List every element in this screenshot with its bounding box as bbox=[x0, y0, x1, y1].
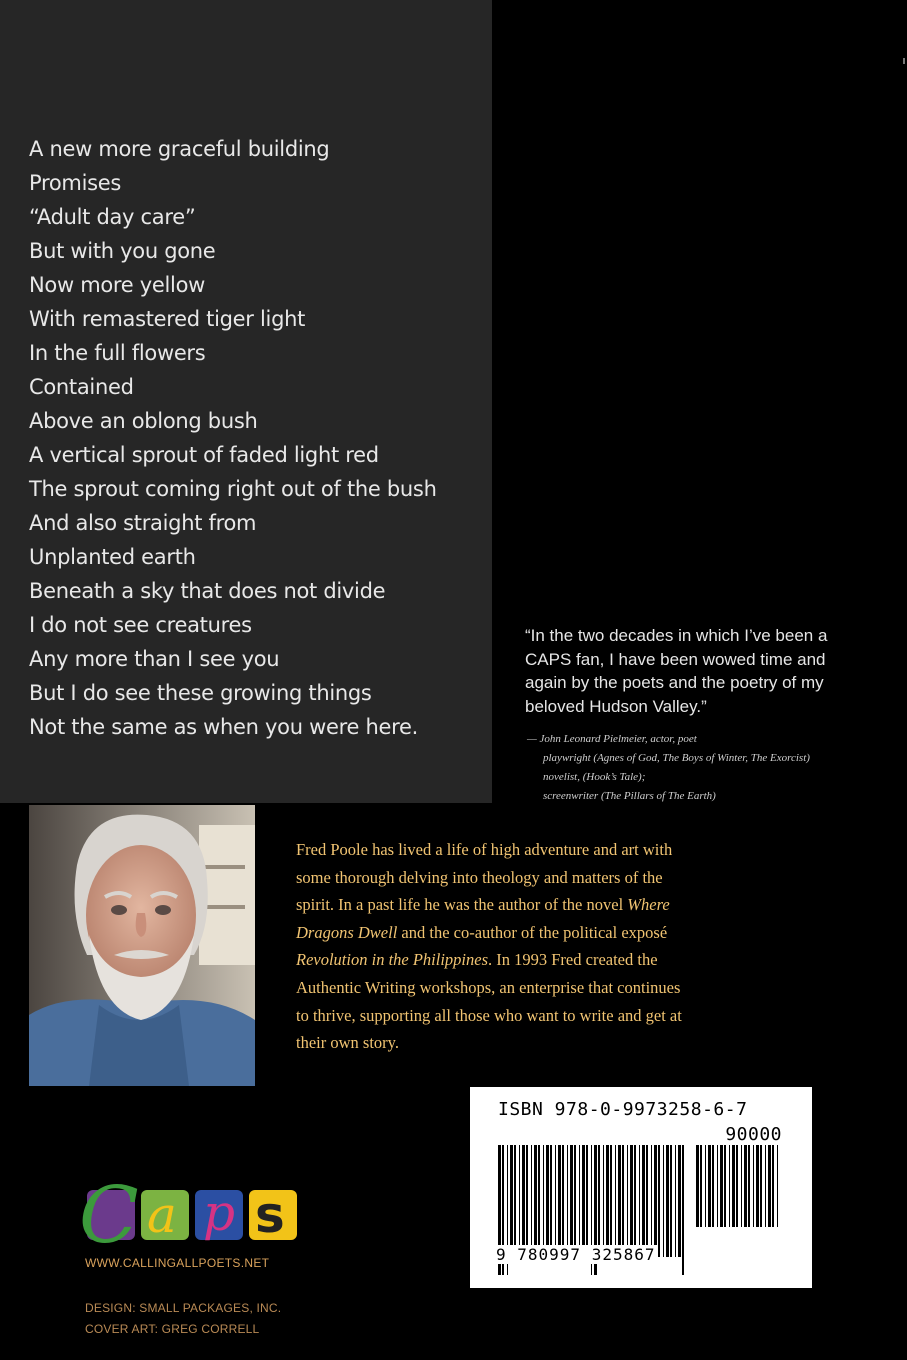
barcode-bar bbox=[582, 1145, 585, 1257]
author-photo bbox=[29, 805, 255, 1086]
barcode-bar bbox=[696, 1145, 699, 1227]
barcode-bar bbox=[634, 1145, 636, 1257]
barcode-bar bbox=[729, 1145, 730, 1227]
attribution-line: novelist, (Hook’s Tale); bbox=[543, 771, 646, 783]
blurb-quote: “In the two decades in which I’ve been a CAPS fan, I have been wowed time and again by the poets and the poetry of my beloved Hudson Valley.” bbox=[525, 626, 828, 716]
poem-panel bbox=[0, 0, 492, 803]
barcode-bar bbox=[736, 1145, 738, 1227]
barcode-bar bbox=[670, 1145, 672, 1257]
blurb-attribution bbox=[527, 730, 897, 806]
isbn-barcode bbox=[470, 1087, 812, 1288]
barcode-bar bbox=[720, 1145, 723, 1227]
barcode-bar bbox=[546, 1145, 549, 1257]
print-mark bbox=[903, 58, 905, 64]
poem-line: Any more than I see you bbox=[29, 647, 280, 671]
barcode-bar bbox=[724, 1145, 726, 1227]
barcode-bar bbox=[717, 1145, 718, 1227]
poem-line: Now more yellow bbox=[29, 273, 206, 297]
barcode-bar bbox=[744, 1145, 747, 1227]
logo-letter-p: p bbox=[203, 1184, 236, 1242]
barcode-bar bbox=[768, 1145, 771, 1227]
barcode-bar bbox=[651, 1145, 652, 1257]
logo-letter-a: a bbox=[147, 1186, 177, 1244]
poem-line: A new more graceful building bbox=[29, 137, 330, 161]
poem bbox=[29, 132, 437, 744]
barcode-bar bbox=[610, 1145, 612, 1257]
barcode-bar bbox=[526, 1145, 528, 1257]
barcode-bar bbox=[622, 1145, 624, 1257]
poem-line: A vertical sprout of faded light red bbox=[29, 443, 379, 467]
barcode-bar bbox=[675, 1145, 676, 1257]
bio-text: . In 1993 Fred created the Authentic Writing workshops, an enterprise that continues to thrive, supporting all those who want to write and get at their own story. bbox=[296, 950, 682, 1053]
barcode-bar bbox=[531, 1145, 532, 1257]
poem-line: Not the same as when you were here. bbox=[29, 715, 418, 739]
caps-logo[interactable] bbox=[75, 1172, 305, 1252]
barcode-bar bbox=[534, 1145, 537, 1257]
barcode-bar bbox=[627, 1145, 628, 1257]
poem-line: And also straight from bbox=[29, 511, 257, 535]
barcode-bar bbox=[555, 1145, 556, 1257]
logo-letter-c: C bbox=[79, 1172, 139, 1252]
barcode-bar bbox=[543, 1145, 544, 1257]
barcode-bar bbox=[666, 1145, 669, 1257]
barcode-bar bbox=[765, 1145, 766, 1227]
novel-title: Where Dragons Dwell bbox=[296, 895, 670, 942]
barcode-bar bbox=[514, 1145, 516, 1257]
barcode-bar bbox=[550, 1145, 552, 1257]
barcode-bar bbox=[603, 1145, 604, 1257]
barcode-bar bbox=[663, 1145, 664, 1257]
barcode-bar bbox=[538, 1145, 540, 1257]
barcode-bar bbox=[756, 1145, 759, 1227]
poem-line: Unplanted earth bbox=[29, 545, 196, 569]
barcode-bar bbox=[777, 1145, 778, 1227]
attribution-line: — John Leonard Pielmeier, actor, poet bbox=[527, 733, 697, 745]
author-portrait-illustration bbox=[29, 805, 255, 1086]
barcode-bar bbox=[658, 1145, 660, 1257]
price-code: 90000 bbox=[725, 1124, 782, 1145]
barcode-bar bbox=[678, 1145, 681, 1257]
barcode-bar bbox=[760, 1145, 762, 1227]
poem-line: But I do see these growing things bbox=[29, 681, 372, 705]
poem-line: The sprout coming right out of the bush bbox=[29, 477, 437, 501]
cover-art-credit: COVER ART: GREG CORRELL bbox=[85, 1322, 260, 1336]
credits bbox=[85, 1298, 281, 1340]
barcode-bar bbox=[712, 1145, 714, 1227]
attribution-line: screenwriter (The Pillars of The Earth) bbox=[543, 790, 716, 802]
poem-line: In the full flowers bbox=[29, 341, 206, 365]
barcode-bar bbox=[741, 1145, 742, 1227]
barcode-bar bbox=[574, 1145, 576, 1257]
barcode-bar bbox=[567, 1145, 568, 1257]
design-credit: DESIGN: SMALL PACKAGES, INC. bbox=[85, 1301, 282, 1315]
barcode-bar bbox=[654, 1145, 657, 1257]
poem-line: I do not see creatures bbox=[29, 613, 252, 637]
barcode-bar bbox=[700, 1145, 702, 1227]
barcode-bar bbox=[642, 1145, 645, 1257]
barcode-bar bbox=[772, 1145, 774, 1227]
barcode-bar bbox=[708, 1145, 711, 1227]
caps-logo-graphic bbox=[75, 1172, 305, 1252]
barcode-bar bbox=[606, 1145, 609, 1257]
attribution-line: playwright (Agnes of God, The Boys of Winter, The Exorcist) bbox=[543, 752, 810, 764]
barcode-addon-bars bbox=[696, 1145, 780, 1245]
ean-digits: 9 780997 325867 bbox=[496, 1245, 656, 1264]
barcode-bar bbox=[562, 1145, 564, 1257]
expose-title: Revolution in the Philippines bbox=[296, 950, 489, 970]
barcode-bar bbox=[732, 1145, 735, 1227]
poem-line: Above an oblong bush bbox=[29, 409, 258, 433]
bio-text: and the co-author of the political exposé bbox=[397, 922, 668, 942]
barcode-bar bbox=[748, 1145, 750, 1227]
barcode-bar bbox=[558, 1145, 561, 1257]
barcode-bar bbox=[570, 1145, 573, 1257]
barcode-bar bbox=[646, 1145, 648, 1257]
barcode-bar bbox=[639, 1145, 640, 1257]
isbn-label: ISBN 978-0-9973258-6-7 bbox=[498, 1099, 748, 1120]
barcode-bar bbox=[615, 1145, 616, 1257]
bio-text: Fred Poole has lived a life of high adventure and art with some thorough delving into theology and matters of the spirit. In a past life he was the author of the novel bbox=[296, 840, 673, 915]
barcode-bar bbox=[510, 1145, 513, 1257]
poem-line: “Adult day care” bbox=[29, 205, 196, 229]
barcode-bar bbox=[705, 1145, 706, 1227]
poem-line: Beneath a sky that does not divide bbox=[29, 579, 386, 603]
barcode-bar bbox=[579, 1145, 580, 1257]
poem-line: With remastered tiger light bbox=[29, 307, 306, 331]
barcode-bar bbox=[630, 1145, 633, 1257]
barcode-bar bbox=[598, 1145, 600, 1257]
publisher-website[interactable]: WWW.CALLINGALLPOETS.NET bbox=[85, 1256, 270, 1270]
barcode-bar bbox=[519, 1145, 520, 1257]
barcode-bar bbox=[586, 1145, 588, 1257]
barcode-bar bbox=[522, 1145, 525, 1257]
poem-line: Promises bbox=[29, 171, 122, 195]
poem-line: Contained bbox=[29, 375, 134, 399]
author-bio bbox=[296, 836, 696, 1057]
barcode-bar bbox=[618, 1145, 621, 1257]
poem-line: But with you gone bbox=[29, 239, 216, 263]
barcode-bar bbox=[753, 1145, 754, 1227]
logo-letter-s: s bbox=[255, 1186, 285, 1244]
barcode-bar bbox=[682, 1145, 684, 1275]
